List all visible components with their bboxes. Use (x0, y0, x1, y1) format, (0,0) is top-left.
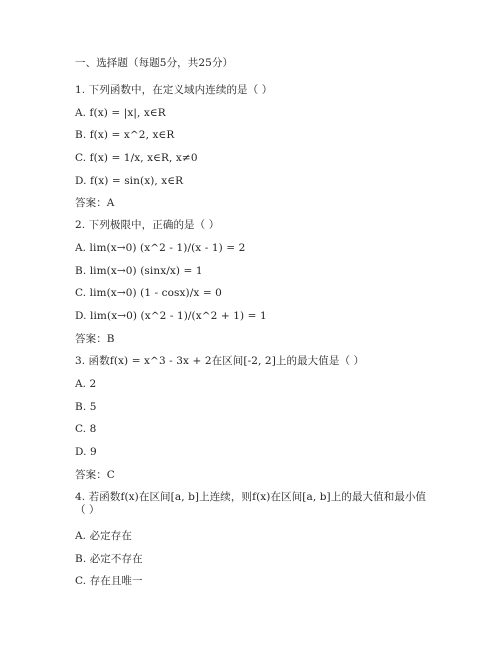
question-3-option-b: B. 5 (75, 401, 97, 413)
question-1-option-a: A. f(x) = |x|, x∈R (75, 107, 166, 119)
question-2-option-c: C. lim(x→0) (1 - cosx)/x = 0 (75, 287, 222, 299)
question-2-option-b: B. lim(x→0) (sinx/x) = 1 (75, 265, 203, 277)
section-title: 一、选择题（每题5分，共25分） (75, 57, 234, 69)
question-2-option-a: A. lim(x→0) (x^2 - 1)/(x - 1) = 2 (75, 242, 246, 254)
question-3-option-d: D. 9 (75, 446, 97, 458)
question-1-option-d: D. f(x) = sin(x), x∈R (75, 175, 184, 187)
question-1-option-b: B. f(x) = x^2, x∈R (75, 129, 175, 141)
question-2-stem: 2. 下列极限中，正确的是（ ） (75, 219, 220, 231)
question-4-option-a: A. 必定存在 (75, 530, 132, 542)
question-1-answer: 答案：A (75, 197, 115, 209)
question-2-answer: 答案：B (75, 333, 115, 345)
question-1-stem: 1. 下列函数中，在定义域内连续的是（ ） (75, 84, 273, 96)
question-4-stem: 4. 若函数f(x)在区间[a, b]上连续，则f(x)在区间[a, b]上的最大值和最小值（ ） (75, 491, 427, 516)
question-1-option-c: C. f(x) = 1/x, x∈R, x≠0 (75, 152, 198, 164)
question-2-option-d: D. lim(x→0) (x^2 - 1)/(x^2 + 1) = 1 (75, 310, 267, 322)
question-3-stem: 3. 函数f(x) = x^3 - 3x + 2在区间[-2, 2]上的最大值是（ ） (75, 355, 365, 367)
question-3-answer: 答案：C (75, 469, 115, 481)
question-4-option-c: C. 存在且唯一 (75, 575, 143, 587)
question-3-option-c: C. 8 (75, 423, 97, 435)
question-4-option-b: B. 必定不存在 (75, 553, 143, 565)
question-3-option-a: A. 2 (75, 378, 97, 390)
